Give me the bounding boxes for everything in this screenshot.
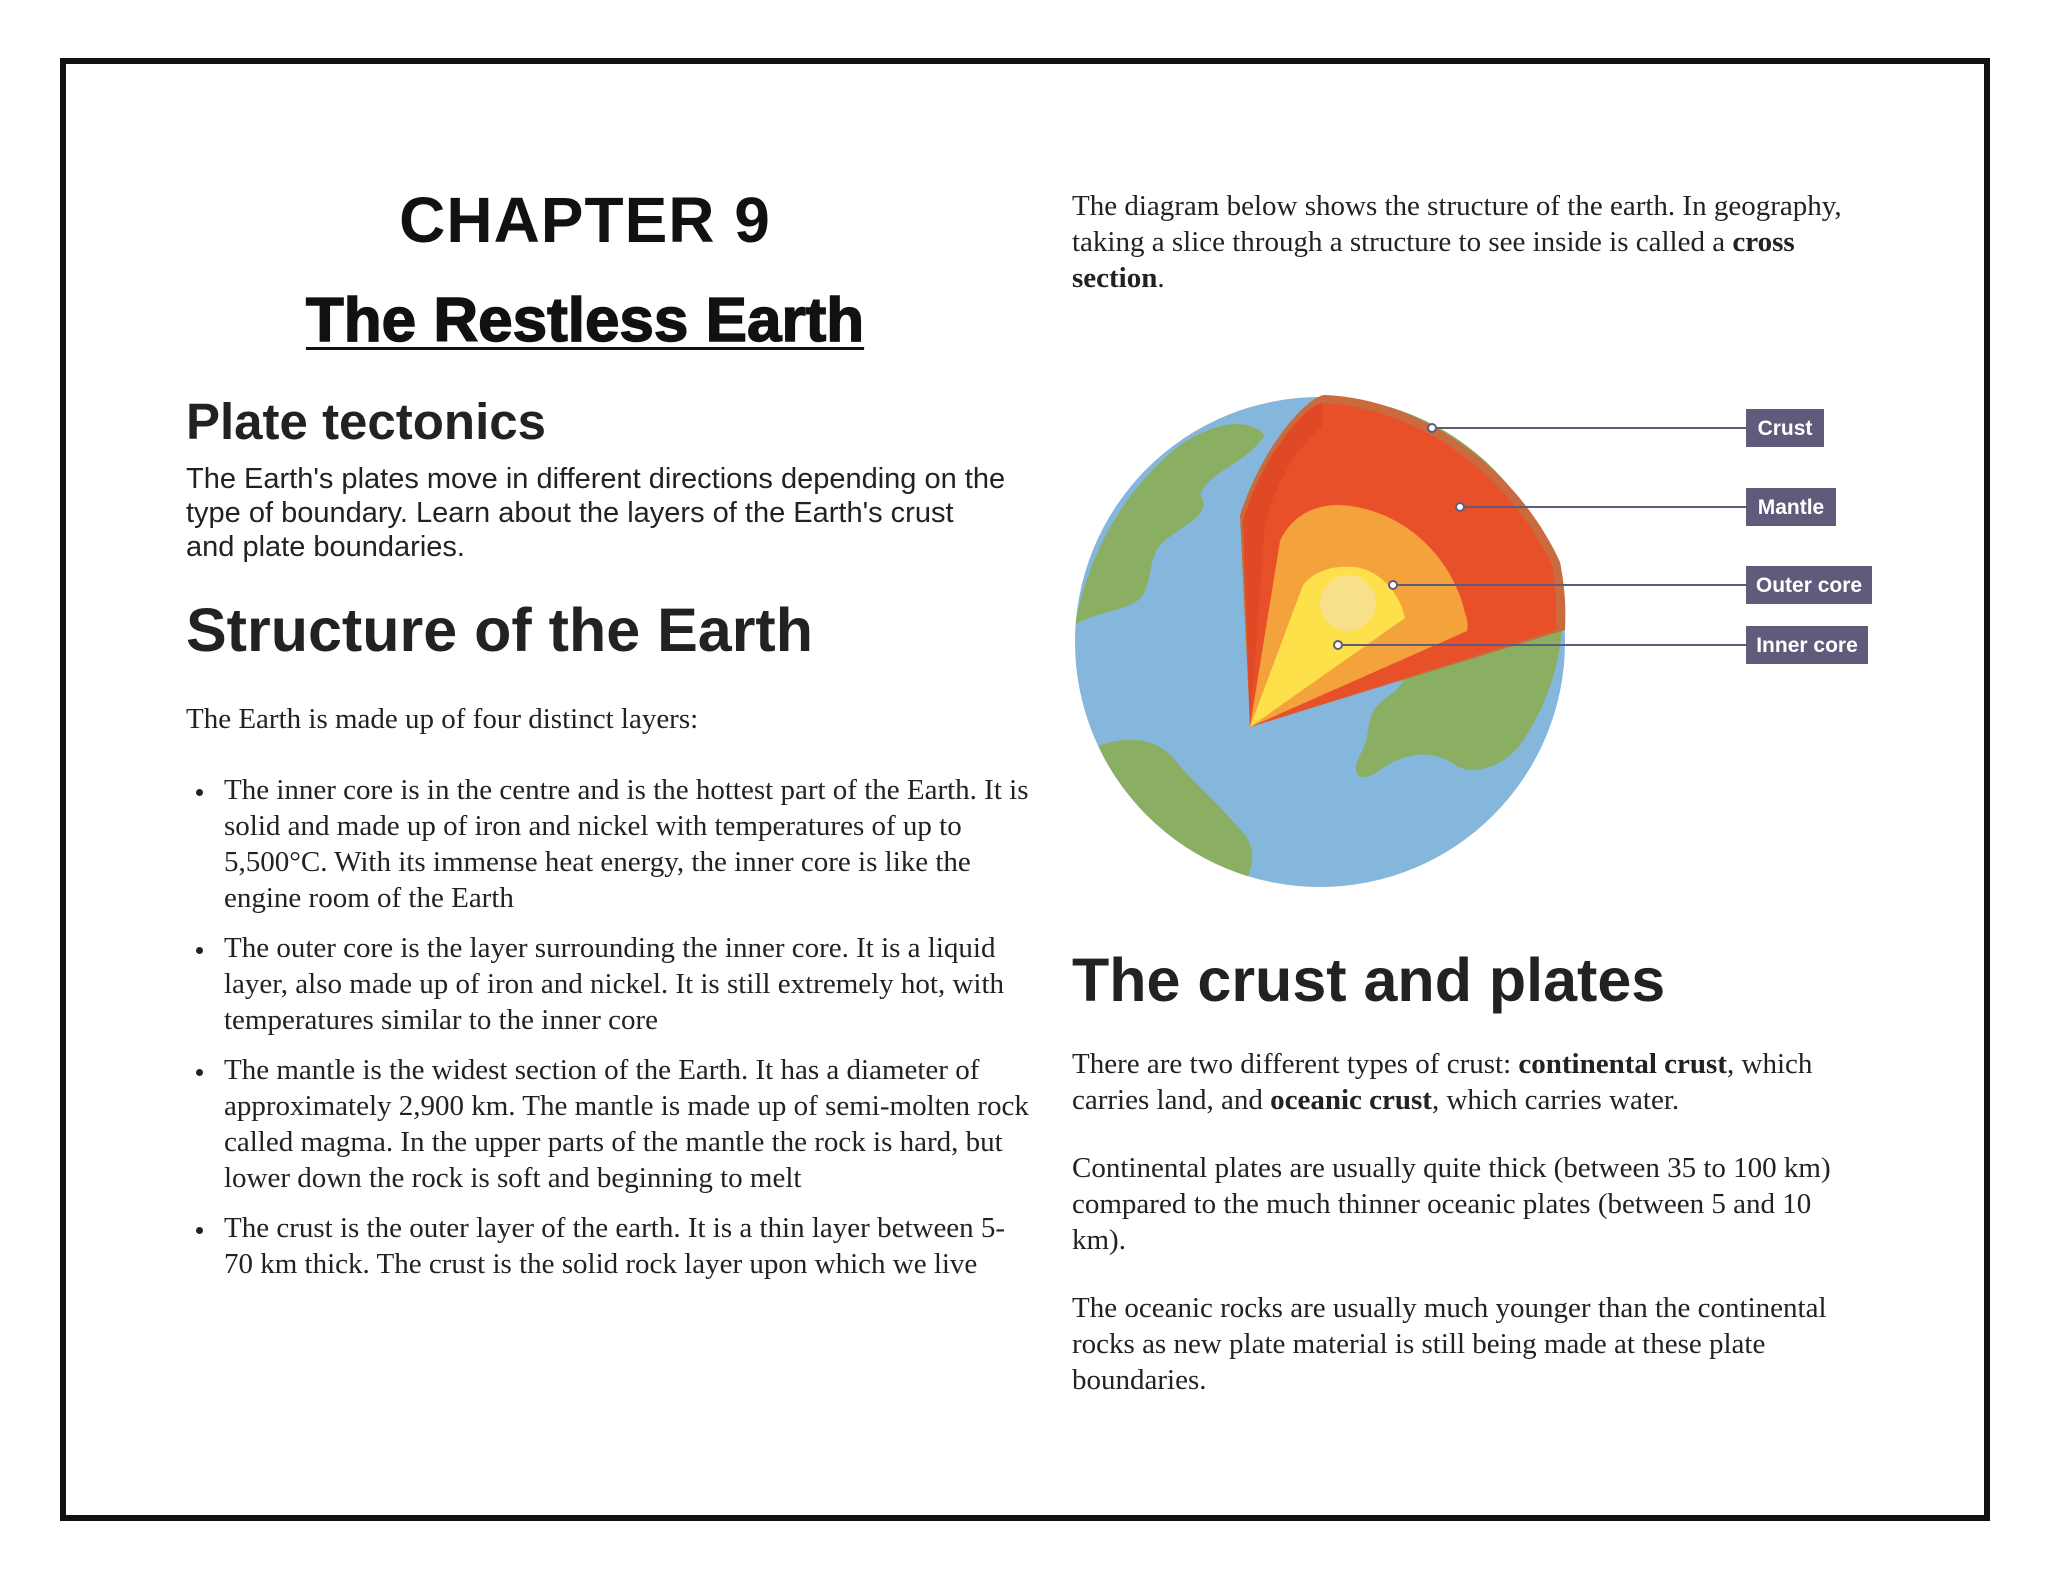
outer-core-marker: [1389, 581, 1397, 589]
list-item-outer-core: • The outer core is the layer surrounding the inner core. It is a liquid layer, also made up of iron and nickel. It is still extremely hot, with temperatures similar to the inner core: [216, 930, 1031, 1038]
label-mantle-text: Mantle: [1757, 496, 1825, 519]
globe: [1075, 395, 1565, 898]
chapter-title: The Restless Earth: [305, 286, 865, 355]
inner-core-center: [1320, 575, 1376, 631]
label-crust: [1746, 409, 1824, 447]
crust-types-paragraph: [1072, 1046, 1862, 1118]
label-inner-core: [1746, 626, 1868, 664]
diagram-intro: [1072, 188, 1852, 296]
mantle-marker: [1456, 503, 1464, 511]
label-mantle: [1746, 488, 1836, 526]
crust-types-text-2: , which carries land, and: [1072, 1048, 1813, 1116]
list-item-mantle: • The mantle is the widest section of the Earth. It has a diameter of approximately 2,900 km. The mantle is made up of semi-molten rock called magma. In the upper parts of the mantle the rock is hard, but lower down the rock is soft and beginning to melt: [216, 1052, 1031, 1196]
chapter-number: CHAPTER 9: [399, 184, 771, 256]
oceanic-crust-term: oceanic crust: [1270, 1084, 1432, 1116]
layers-intro: The Earth is made up of four distinct layers:: [186, 703, 699, 735]
rock-age-paragraph: The oceanic rocks are usually much younger than the continental rocks as new plate material is still being made at these plate boundaries.: [1072, 1292, 1827, 1396]
label-outer-core: [1746, 566, 1872, 604]
plate-thickness-paragraph: Continental plates are usually quite thick (between 35 to 100 km) compared to the much thinner oceanic plates (between 5 and 10 km).: [1072, 1152, 1831, 1256]
continental-crust-term: continental crust: [1518, 1048, 1727, 1080]
crust-marker: [1428, 424, 1436, 432]
diagram-intro-end: .: [1157, 262, 1165, 294]
label-inner-core-text: Inner core: [1756, 634, 1858, 657]
label-crust-text: Crust: [1757, 417, 1813, 440]
structure-heading: Structure of the Earth: [186, 596, 814, 664]
plate-tectonics-heading: Plate tectonics: [186, 393, 546, 450]
cross-section-term: cross section: [1072, 226, 1795, 294]
crust-types-text-1: There are two different types of crust:: [1072, 1048, 1519, 1080]
crust-types-text-3: , which carries water.: [1431, 1084, 1680, 1116]
list-item-crust: • The crust is the outer layer of the earth. It is a thin layer between 5-70 km thick. The crust is the solid rock layer upon which we live: [216, 1210, 1031, 1282]
crust-plates-heading: The crust and plates: [1072, 946, 1666, 1014]
inner-core-marker: [1334, 641, 1342, 649]
diagram-intro-text: The diagram below shows the structure of the earth. In geography, taking a slice through a structure to see inside is called a: [1072, 190, 1842, 258]
earth-cross-section-diagram: [1060, 375, 1900, 920]
list-item-inner-core: • The inner core is in the centre and is the hottest part of the Earth. It is solid and made up of iron and nickel with temperatures of up to 5,500°C. With its immense heat energy, the inner core is like the engine room of the Earth: [216, 772, 1031, 916]
layers-list: [186, 772, 1031, 1296]
plate-tectonics-text: The Earth's plates move in different directions depending on the type of boundary. Learn about the layers of the Earth's crust and plate boundaries.: [186, 463, 1006, 563]
label-outer-core-text: Outer core: [1755, 574, 1863, 597]
